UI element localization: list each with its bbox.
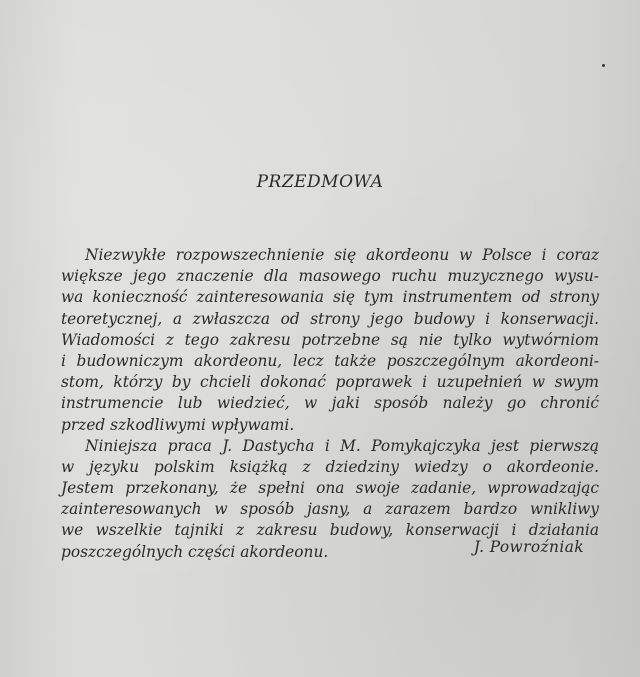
author-signature: J. Powroźniak bbox=[473, 538, 584, 556]
paragraph-2-line-4: zainteresowanych w sposób jasny, a zarazem bardzo wnikliwy bbox=[61, 500, 599, 519]
paragraph-1-line-3: wa konieczność zainteresowania się tym instrumentem od strony bbox=[61, 288, 599, 307]
page-title: PRZEDMOWA bbox=[256, 172, 384, 192]
paragraph-1-line-1: Niezwykłe rozpowszechnienie się akordeonu w Polsce i coraz bbox=[85, 246, 599, 264]
paragraph-1-line-6: i budowniczym akordeonu, lecz także poszczególnym akordeoni- bbox=[61, 351, 599, 370]
paragraph-1-line-4: teoretycznej, a zwłaszcza od strony jego budowy i konserwacji. bbox=[61, 309, 599, 328]
paragraph-2-line-1: Niniejsza praca J. Dastycha i M. Pomykajczyka jest pierwszą bbox=[85, 436, 599, 455]
paragraph-1-line-5: Wiadomości z tego zakresu potrzebne są nie tylko wytwórniom bbox=[61, 330, 599, 349]
paragraph-2-line-5: we wszelkie tajniki z zakresu budowy, konserwacji i działania bbox=[61, 521, 599, 540]
ink-speck bbox=[602, 64, 605, 67]
paragraph-1-line-7: stom, którzy by chcieli dokonać poprawek i uzupełnień w swym bbox=[61, 373, 599, 392]
paragraph-2-line-2: w języku polskim książką z dziedziny wiedzy o akordeonie. bbox=[61, 457, 599, 476]
paragraph-1-line-2: większe jego znaczenie dla masowego ruchu muzycznego wysu- bbox=[61, 267, 599, 286]
paragraph-1-line-8: instrumencie lub wiedzieć, w jaki sposób należy go chronić bbox=[61, 394, 599, 413]
paragraph-1-line-9: przed szkodliwymi wpływami. bbox=[61, 415, 295, 434]
preface-body bbox=[61, 245, 599, 563]
paragraph-2-line-6: poszczególnych części akordeonu. bbox=[61, 542, 329, 561]
paragraph-2-line-3: Jestem przekonany, że spełni ona swoje zadanie, wprowadzając bbox=[61, 479, 599, 498]
